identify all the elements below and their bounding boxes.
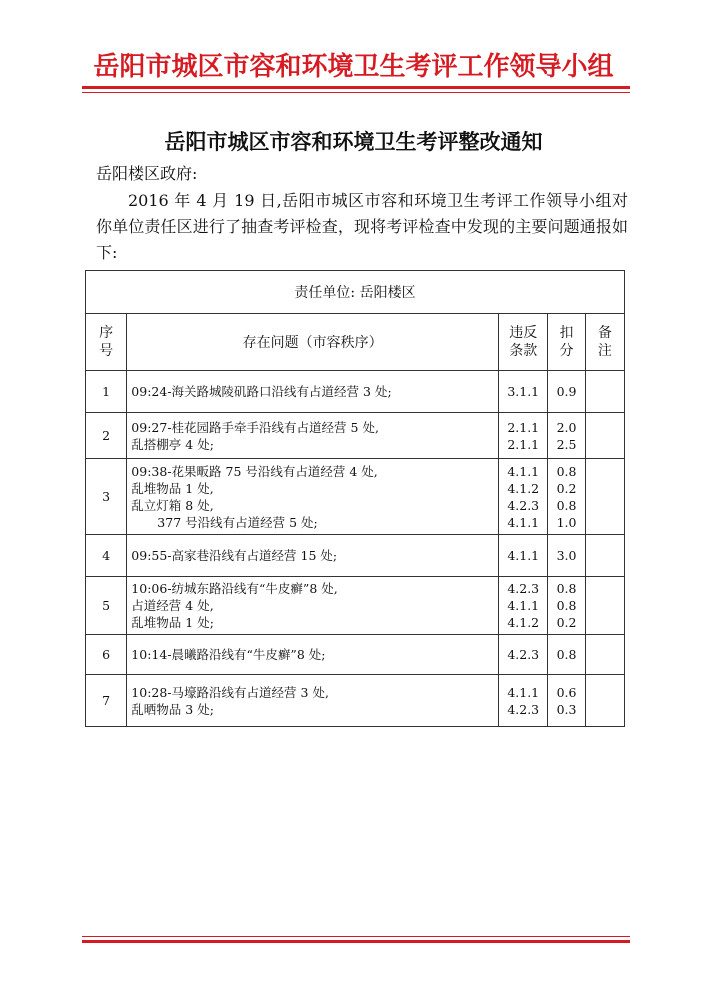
deduction-line: 3.0 <box>556 548 577 563</box>
problem-line: 乱搭棚亭 4 处; <box>131 436 214 452</box>
problem-line: 377 号沿线有占道经营 5 处; <box>157 514 318 530</box>
deduction-line: 1.0 <box>556 514 577 530</box>
article-line: 4.1.1 <box>507 514 540 530</box>
problem-line: 乱堆物品 1 处; <box>131 615 214 630</box>
row-seq: 6 <box>86 635 127 675</box>
deduction-line: 2.0 <box>556 419 577 435</box>
article-line: 3.1.1 <box>507 384 540 399</box>
article-line: 4.2.3 <box>507 701 540 717</box>
header-problem: 存在问题（市容秩序） <box>127 314 499 371</box>
header-note: 备注 <box>585 314 624 371</box>
deduction-line: 0.8 <box>556 581 577 596</box>
deduction-line: 0.2 <box>556 480 577 496</box>
deduction-line: 0.9 <box>556 384 577 399</box>
row-note <box>585 577 624 635</box>
table-row <box>86 459 625 535</box>
letterhead-org-name: 岳阳市城区市容和环境卫生考评工作领导小组 <box>93 52 614 82</box>
header-article: 违反条款 <box>499 314 548 371</box>
row-article <box>499 535 548 577</box>
row-note <box>585 535 624 577</box>
row-text <box>127 675 499 727</box>
problem-line: 09:55-高家巷沿线有占道经营 15 处; <box>131 548 338 563</box>
row-deduction <box>548 371 585 413</box>
issues-table <box>85 270 625 727</box>
article-line: 4.1.2 <box>507 480 540 496</box>
row-deduction <box>548 675 585 727</box>
row-note <box>585 371 624 413</box>
row-deduction <box>548 459 585 535</box>
table-row <box>86 413 625 459</box>
row-text <box>127 535 499 577</box>
article-line: 4.1.2 <box>507 615 540 630</box>
article-line: 4.1.1 <box>507 548 540 563</box>
row-seq: 5 <box>86 577 127 635</box>
problem-line: 09:24-海关路城陵矶路口沿线有占道经营 3 处; <box>131 384 392 399</box>
problem-line: 10:28-马壕路沿线有占道经营 3 处, <box>131 684 329 700</box>
article-line: 2.1.1 <box>507 436 540 452</box>
deduction-line: 0.8 <box>556 647 577 662</box>
notice-body: 2016 年 4 月 19 日,岳阳市城区市容和环境卫生考评工作领导小组对你单位责任区进行了抽查考评检查，现将考评检查中发现的主要问题通报如下: <box>96 191 628 262</box>
row-article <box>499 459 548 535</box>
row-note <box>585 459 624 535</box>
row-text <box>127 577 499 635</box>
table-row <box>86 577 625 635</box>
table-row <box>86 371 625 413</box>
article-line: 4.2.3 <box>507 497 540 513</box>
problem-line: 乱堆物品 1 处, <box>131 480 214 496</box>
problem-line: 09:38-花果畈路 75 号沿线有占道经营 4 处, <box>131 463 378 479</box>
deduction-line: 0.6 <box>556 684 577 700</box>
row-seq: 3 <box>86 459 127 535</box>
header-seq: 序号 <box>86 314 127 371</box>
deduction-line: 0.8 <box>556 598 577 613</box>
row-note <box>585 635 624 675</box>
header-deduction: 扣分 <box>548 314 585 371</box>
recipient: 岳阳楼区政府: <box>96 164 198 183</box>
problem-line: 10:14-晨曦路沿线有“牛皮癣”8 处; <box>131 647 326 662</box>
row-article <box>499 577 548 635</box>
problem-line: 乱晒物品 3 处; <box>131 701 214 717</box>
document-title: 岳阳市城区市容和环境卫生考评整改通知 <box>164 129 543 154</box>
row-seq: 4 <box>86 535 127 577</box>
problem-line: 09:27-桂花园路手牵手沿线有占道经营 5 处, <box>131 419 379 435</box>
table-header-row <box>86 314 625 371</box>
deduction-line: 0.3 <box>556 701 577 717</box>
article-line: 4.1.1 <box>507 463 540 479</box>
deduction-line: 0.2 <box>556 615 577 630</box>
row-note <box>585 675 624 727</box>
row-deduction <box>548 535 585 577</box>
row-article <box>499 413 548 459</box>
row-article <box>499 635 548 675</box>
header-rule-thin <box>82 92 630 93</box>
row-article <box>499 675 548 727</box>
problem-line: 乱立灯箱 8 处, <box>131 497 214 513</box>
article-line: 4.1.1 <box>507 598 540 613</box>
problem-line: 10:06-纺城东路沿线有“牛皮癣”8 处, <box>131 581 338 596</box>
row-seq: 2 <box>86 413 127 459</box>
deduction-line: 0.8 <box>556 463 577 479</box>
table-row <box>86 535 625 577</box>
article-line: 4.2.3 <box>507 581 540 596</box>
table-row <box>86 675 625 727</box>
header-rule-thick <box>82 86 630 89</box>
row-text <box>127 459 499 535</box>
row-deduction <box>548 635 585 675</box>
row-article <box>499 371 548 413</box>
footer-rule-thin <box>82 936 630 937</box>
row-text <box>127 413 499 459</box>
table-row <box>86 635 625 675</box>
responsible-unit: 责任单位: 岳阳楼区 <box>86 271 625 314</box>
row-note <box>585 413 624 459</box>
row-seq: 7 <box>86 675 127 727</box>
footer-rule-thick <box>82 940 630 943</box>
deduction-line: 0.8 <box>556 497 577 513</box>
article-line: 4.2.3 <box>507 647 540 662</box>
row-deduction <box>548 413 585 459</box>
row-text <box>127 635 499 675</box>
deduction-line: 2.5 <box>556 436 577 452</box>
problem-line: 占道经营 4 处, <box>131 598 214 613</box>
row-seq: 1 <box>86 371 127 413</box>
article-line: 4.1.1 <box>507 684 540 700</box>
row-text <box>127 371 499 413</box>
row-deduction <box>548 577 585 635</box>
article-line: 2.1.1 <box>507 419 540 435</box>
